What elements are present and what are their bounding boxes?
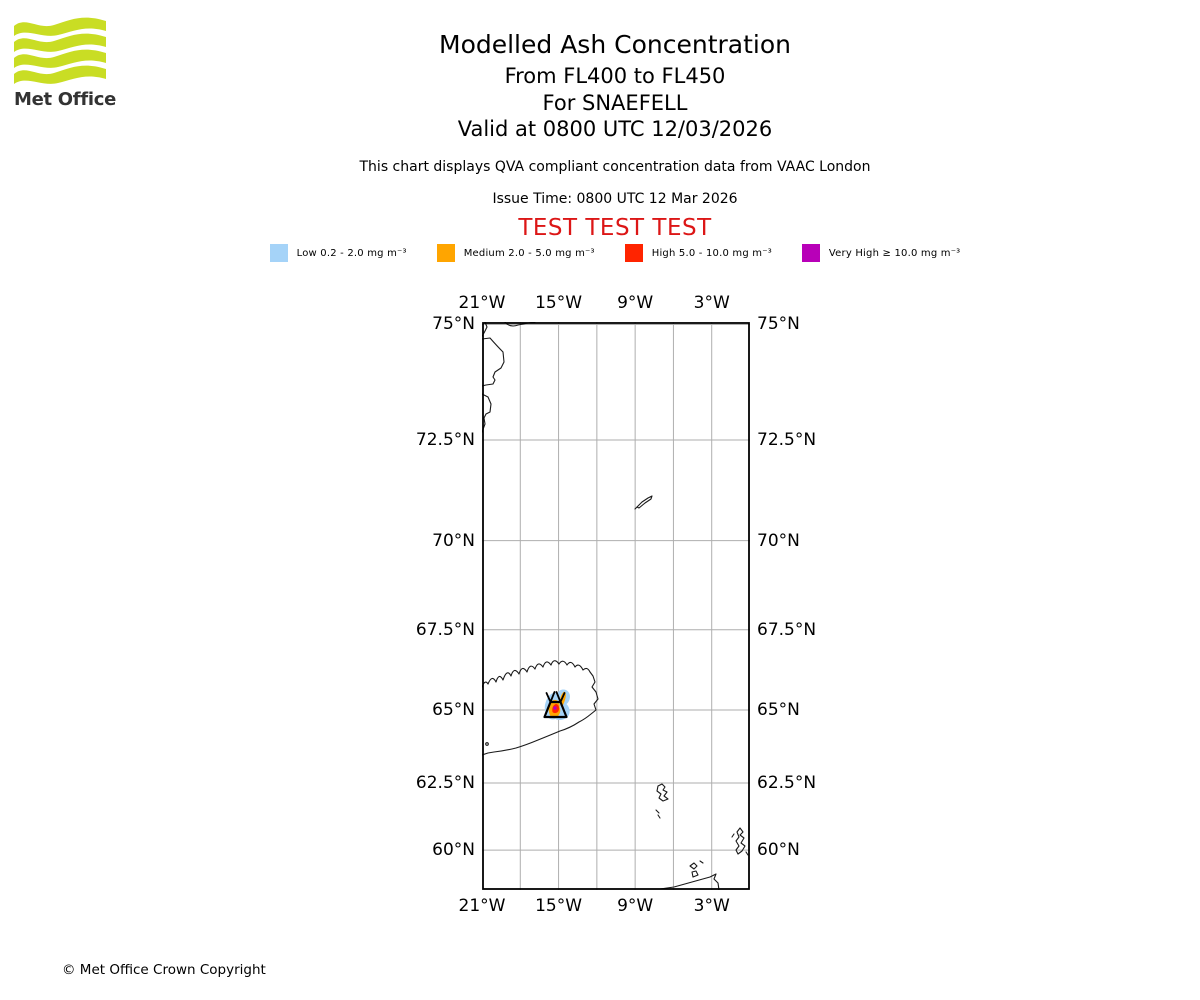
lon-tick-bottom: 3°W [693, 896, 730, 916]
lon-tick-bottom: 15°W [535, 896, 583, 916]
qva-compliance-note: This chart displays QVA compliant concentration data from VAAC London [359, 159, 871, 175]
lon-tick-top: 15°W [535, 293, 583, 313]
lat-tick-right: 75°N [757, 314, 800, 335]
copyright-text: © Met Office Crown Copyright [62, 962, 266, 978]
legend-swatch-low [270, 244, 288, 262]
map-canvas [482, 322, 750, 890]
coastline-greenland-2 [482, 338, 504, 386]
lat-tick-left: 60°N [432, 840, 475, 861]
map-panel [482, 322, 750, 890]
coastline-shetland [732, 828, 748, 855]
ash-cloud-and-volcano [545, 689, 570, 720]
legend-item-high [625, 244, 772, 262]
subtitle-volcano-name: For SNAEFELL [542, 91, 688, 115]
issue-time-text: Issue Time: 0800 UTC 12 Mar 2026 [492, 191, 738, 207]
coastline-vestmannaeyjar [486, 743, 489, 746]
page-title: Modelled Ash Concentration [439, 30, 791, 59]
test-banner: TEST TEST TEST [518, 215, 712, 241]
coastline-iceland [482, 661, 598, 755]
lat-tick-right: 70°N [757, 530, 800, 551]
lon-tick-bottom: 9°W [617, 896, 654, 916]
coastline-scotland [660, 874, 719, 890]
lon-tick-bottom: 21°W [458, 896, 506, 916]
coastline-jan-mayen [635, 496, 652, 509]
legend-item-low [270, 244, 407, 262]
legend-item-medium [437, 244, 595, 262]
legend-swatch-high [625, 244, 643, 262]
lon-tick-top: 3°W [693, 293, 730, 313]
lat-tick-left: 62.5°N [415, 773, 475, 793]
legend-item-very-high [802, 244, 961, 262]
met-office-logo-text: Met Office [14, 89, 117, 110]
subtitle-flight-levels: From FL400 to FL450 [504, 64, 726, 88]
lat-tick-right: 62.5°N [757, 773, 817, 793]
coastline-orkney [690, 861, 703, 877]
legend-label-low: Low 0.2 - 2.0 mg m⁻³ [296, 247, 407, 259]
legend-label-very-high: Very High ≥ 10.0 mg m⁻³ [828, 247, 961, 259]
lat-tick-right: 67.5°N [757, 619, 817, 640]
legend-swatch-very-high [802, 244, 820, 262]
coastline-faroe-islands [656, 784, 668, 818]
lat-tick-right: 65°N [757, 699, 800, 720]
ash-polygon-very-high [553, 706, 556, 709]
lat-tick-left: 72.5°N [415, 430, 475, 451]
lat-tick-right: 72.5°N [757, 430, 817, 451]
lat-tick-left: 67.5°N [415, 619, 475, 640]
lon-tick-top: 21°W [458, 293, 506, 313]
concentration-legend [15, 244, 1200, 262]
map-border [483, 323, 749, 889]
lon-tick-top: 9°W [617, 293, 654, 313]
legend-label-high: High 5.0 - 10.0 mg m⁻³ [651, 247, 772, 259]
lat-tick-left: 65°N [432, 699, 475, 720]
subtitle-valid-time: Valid at 0800 UTC 12/03/2026 [457, 117, 773, 141]
graticule-layer [482, 322, 750, 890]
coastlines [482, 322, 748, 890]
legend-label-medium: Medium 2.0 - 5.0 mg m⁻³ [463, 247, 595, 259]
lat-tick-left: 75°N [432, 314, 475, 335]
lat-tick-left: 70°N [432, 530, 475, 551]
legend-swatch-medium [437, 244, 455, 262]
lat-tick-right: 60°N [757, 840, 800, 861]
